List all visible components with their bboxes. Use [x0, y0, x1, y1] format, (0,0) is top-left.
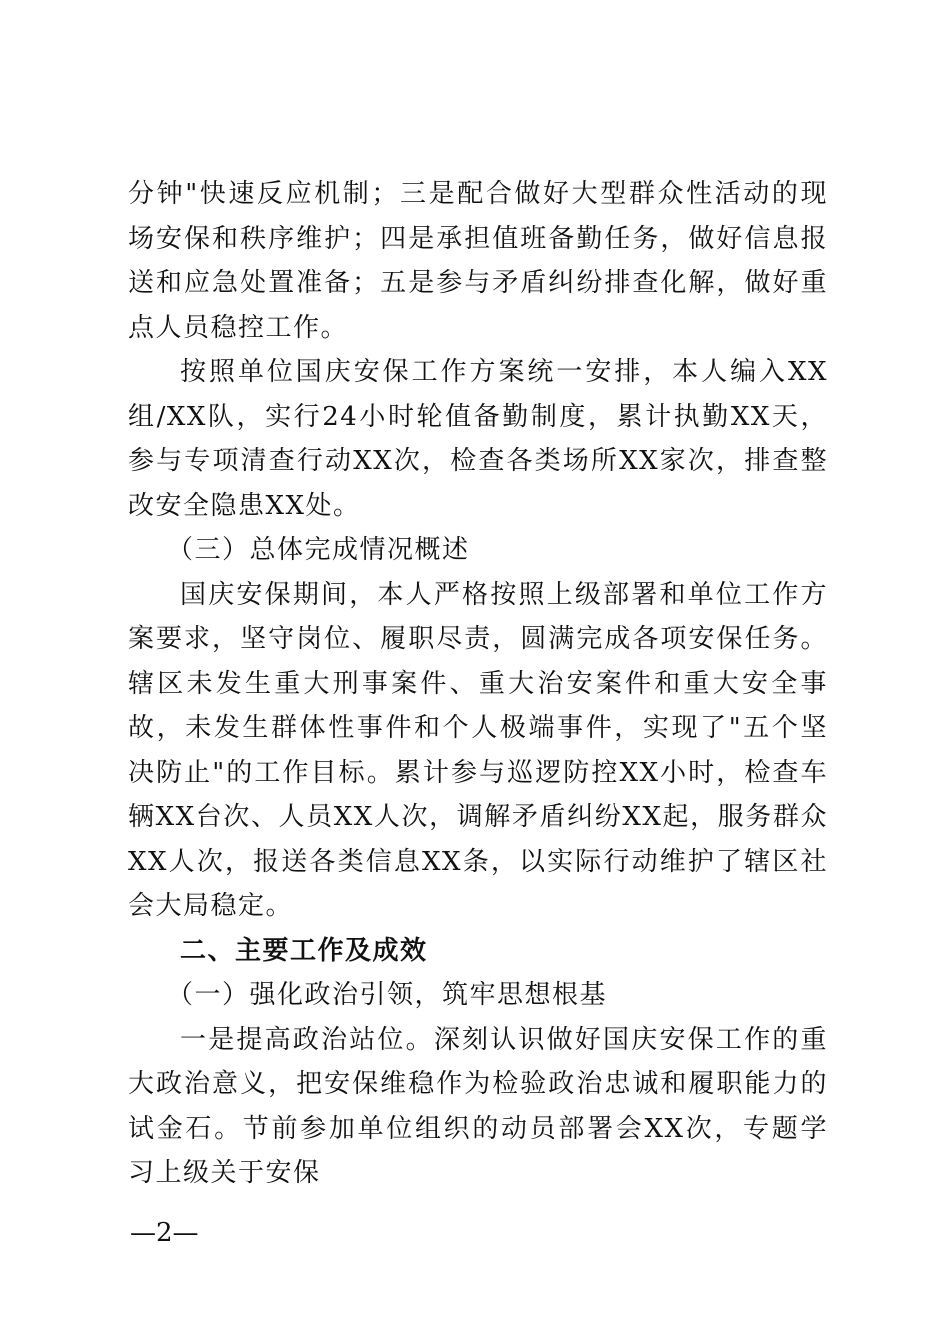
paragraph-political-standing: 一是提高政治站位。深刻认识做好国庆安保工作的重大政治意义，把安保维稳作为检验政治忠诚和履职能力的试金石。节前参加单位组织的动员部署会XX次，专题学习上级关于安保	[128, 1024, 828, 1188]
section-heading-overall-completion: （三）总体完成情况概述	[167, 535, 470, 565]
document-body	[128, 172, 828, 1196]
chapter-heading-main-work: 二、主要工作及成效	[180, 935, 428, 966]
paragraph-duty-arrangement: 按照单位国庆安保工作方案统一安排，本人编入XX组/XX队，实行24小时轮值备勤制度，累计执勤XX天，参与专项清查行动XX次，检查各类场所XX家次，排查整改安全隐患XX处。	[128, 357, 828, 521]
paragraph-continuation: 分钟"快速反应机制；三是配合做好大型群众性活动的现场安保和秩序维护；四是承担值班备勤任务，做好信息报送和应急处置准备；五是参与矛盾纠纷排查化解，做好重点人员稳控工作。	[128, 179, 828, 343]
paragraph-overall-summary: 国庆安保期间，本人严格按照上级部署和单位工作方案要求，坚守岗位、履职尽责，圆满完成各项安保任务。辖区未发生重大刑事案件、重大治安案件和重大安全事故，未发生群体性事件和个人极端事件，实现了"五个坚决防止"的工作目标。累计参与巡逻防控XX小时，检查车辆XX台次、人员XX人次，调解矛盾纠纷XX起，服务群众XX人次，报送各类信息XX条，以实际行动维护了辖区社会大局稳定。	[128, 579, 828, 921]
section-heading-political-guidance: （一）强化政治引领，筑牢思想根基	[167, 980, 608, 1010]
page-number: —2—	[130, 1218, 199, 1248]
